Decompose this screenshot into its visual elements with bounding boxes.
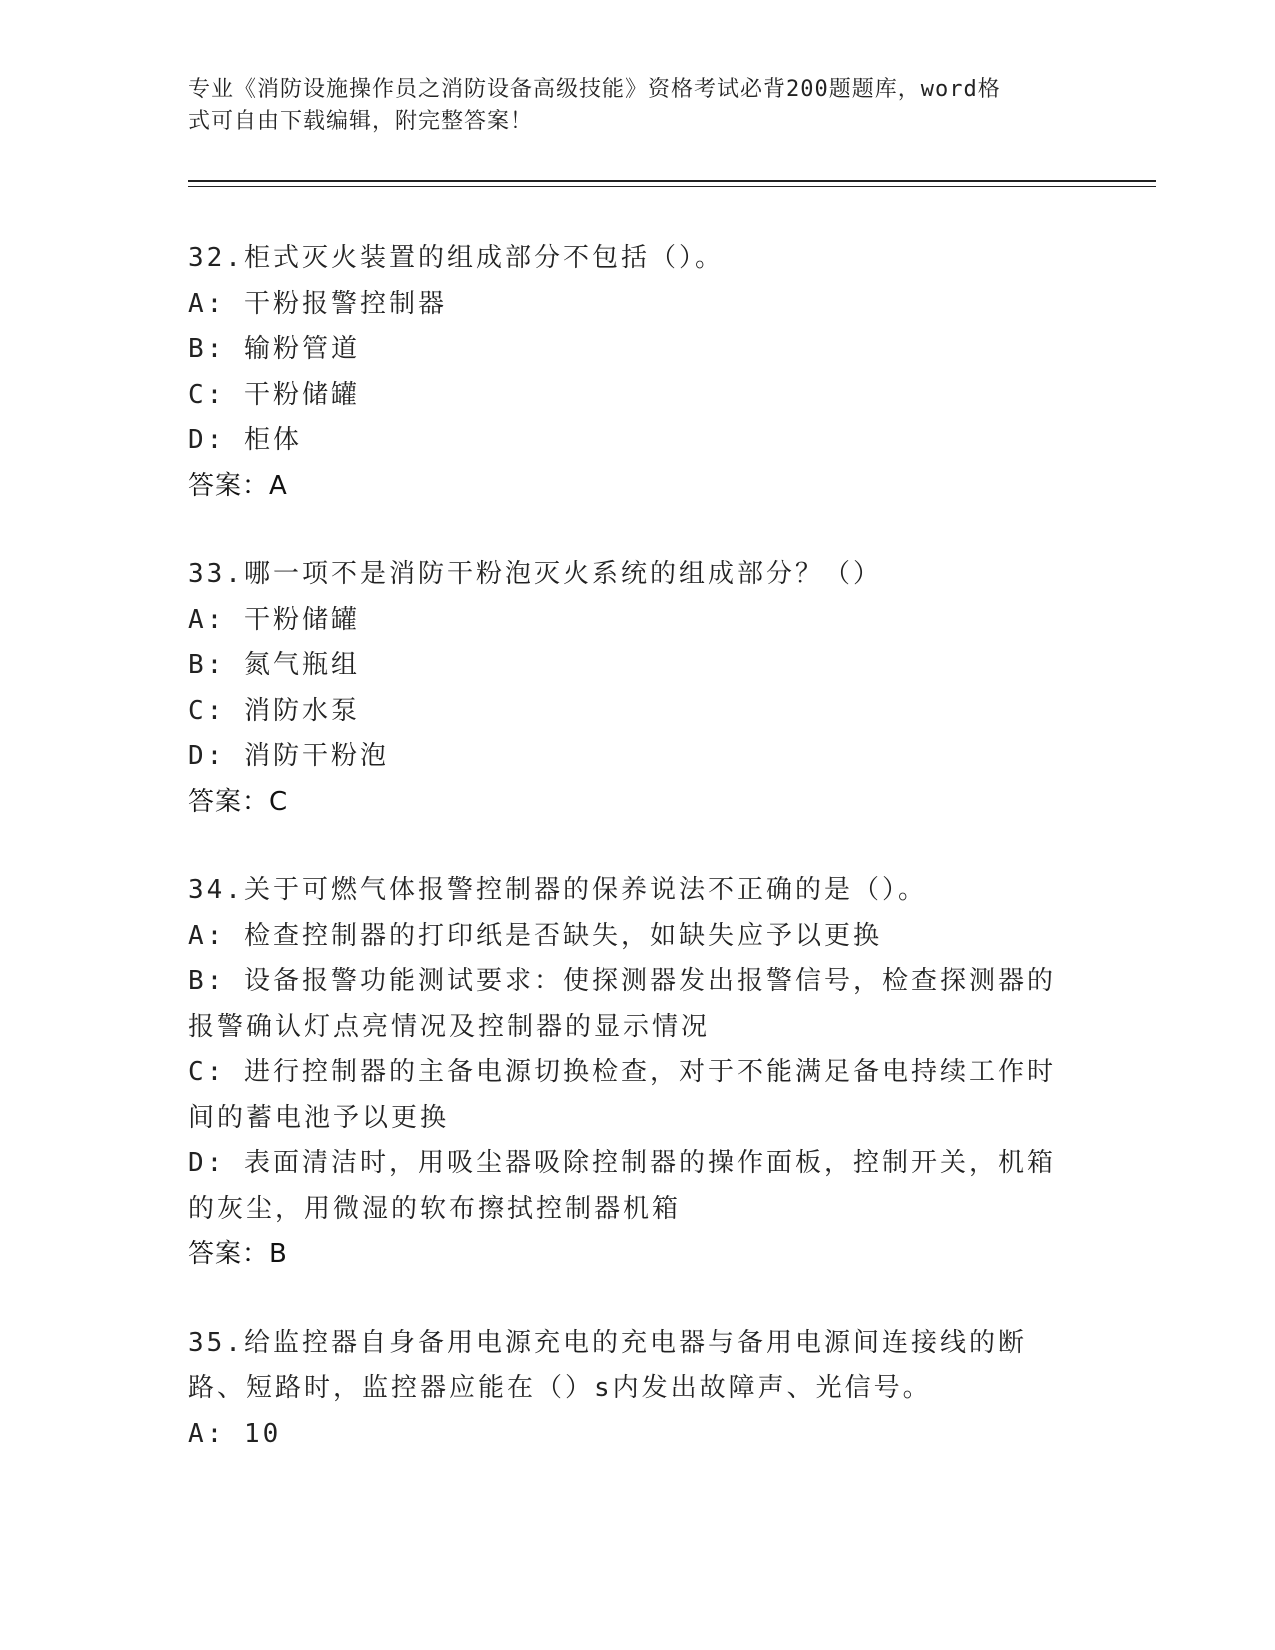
spacer [188, 1278, 1068, 1321]
option-a: A: 检查控制器的打印纸是否缺失，如缺失应予以更换 [188, 920, 882, 951]
question-33 [188, 552, 1068, 825]
question-32 [188, 236, 1068, 509]
answer-label: 答案：A [188, 470, 288, 501]
header-divider-thin [188, 186, 1156, 187]
question-stem: 33.哪一项不是消防干粉泡灭火系统的组成部分？（） [188, 559, 882, 589]
answer-label: 答案：C [188, 786, 289, 817]
option-d: D: 表面清洁时，用吸尘器吸除控制器的操作面板，控制开关，机箱的灰尘，用微湿的软布擦拭控制器机箱 [188, 1148, 1056, 1224]
question-stem: 32.柜式灭火装置的组成部分不包括（）。 [188, 243, 724, 273]
option-a: A: 10 [188, 1418, 282, 1449]
option-c: C: 消防水泵 [188, 695, 360, 726]
question-list [188, 236, 1068, 1457]
answer-label: 答案：B [188, 1239, 288, 1269]
spacer [188, 509, 1068, 552]
question-35 [188, 1321, 1068, 1458]
question-34 [188, 868, 1068, 1278]
question-stem: 34.关于可燃气体报警控制器的保养说法不正确的是（）。 [188, 875, 927, 905]
document-header [188, 74, 1068, 138]
option-c: C: 干粉储罐 [188, 379, 360, 410]
option-d: D: 柜体 [188, 425, 302, 455]
option-b: B: 输粉管道 [188, 334, 360, 364]
header-line-1: 专业《消防设施操作员之消防设备高级技能》资格考试必背200题题库，word格 [188, 77, 1001, 102]
header-line-2: 式可自由下载编辑，附完整答案！ [188, 109, 534, 134]
option-c: C: 进行控制器的主备电源切换检查，对于不能满足备电持续工作时间的蓄电池予以更换 [188, 1057, 1056, 1133]
option-b: B: 氮气瓶组 [188, 650, 360, 680]
option-a: A: 干粉报警控制器 [188, 288, 447, 319]
option-b: B: 设备报警功能测试要求：使探测器发出报警信号，检查探测器的报警确认灯点亮情况及控制器的显示情况 [188, 966, 1056, 1042]
option-a: A: 干粉储罐 [188, 604, 360, 635]
spacer [188, 825, 1068, 868]
question-stem: 35.给监控器自身备用电源充电的充电器与备用电源间连接线的断路、短路时，监控器应能在（）s内发出故障声、光信号。 [188, 1327, 1027, 1403]
option-d: D: 消防干粉泡 [188, 741, 389, 771]
header-divider-thick [188, 180, 1156, 182]
